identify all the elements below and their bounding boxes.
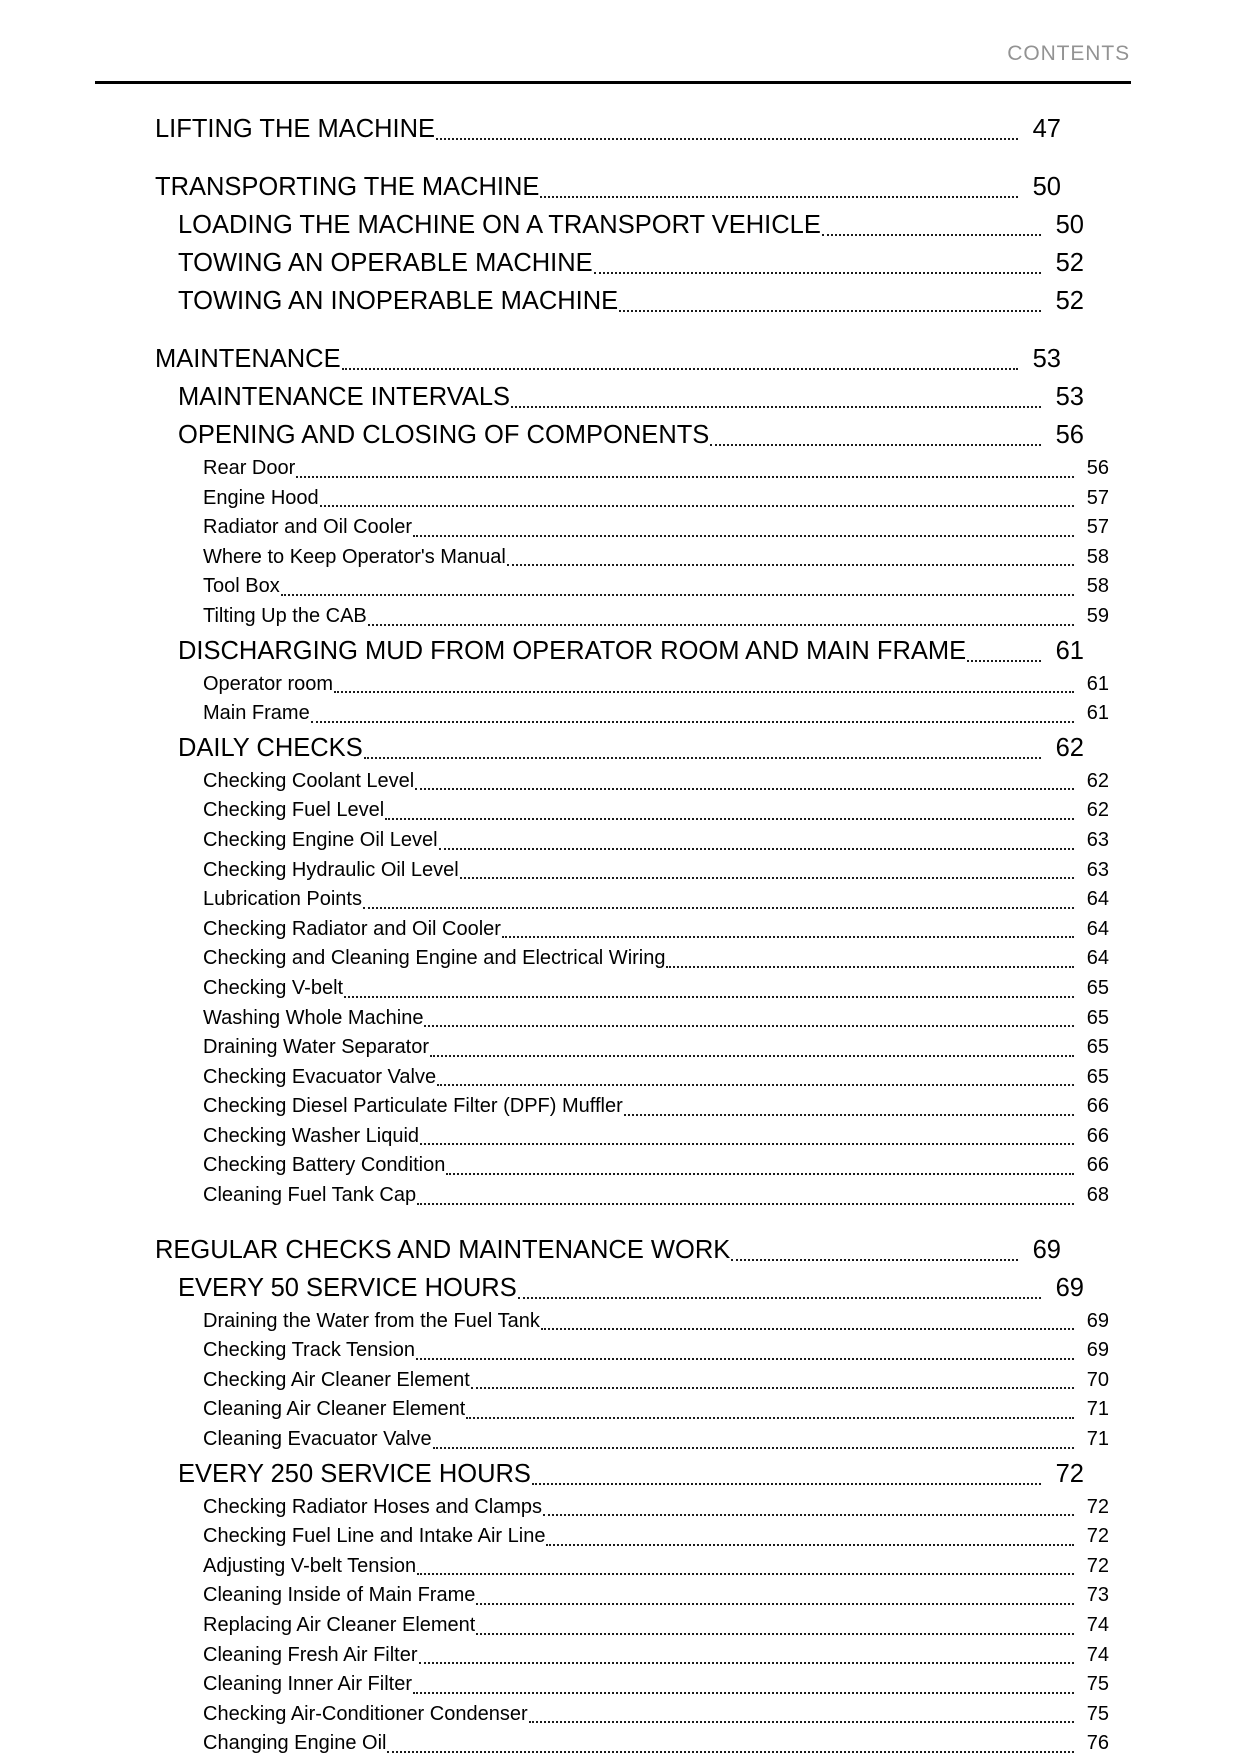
toc-entry-title: Rear Door — [203, 457, 296, 479]
toc-entry-page-number: 66 — [1086, 1124, 1109, 1147]
toc-entry[interactable] — [203, 1425, 1109, 1455]
toc-entry-title: Where to Keep Operator's Manual — [203, 545, 506, 568]
toc-entry-page-number: 65 — [1086, 1006, 1109, 1029]
toc-entry-title: Washing Whole Machine — [203, 1006, 424, 1029]
toc-dot-leader — [281, 594, 1074, 596]
toc-dot-leader — [511, 406, 1041, 408]
toc-entry[interactable] — [203, 1092, 1109, 1122]
toc-entry-page-number: 61 — [1086, 702, 1109, 725]
toc-entry-title: Main Frame — [203, 702, 310, 725]
toc-dot-leader — [543, 1514, 1074, 1516]
toc-entry[interactable] — [203, 885, 1109, 915]
toc-entry-title: Checking Coolant Level — [203, 769, 415, 792]
toc-entry-page-number: 66 — [1086, 1154, 1109, 1177]
toc-group-gap — [155, 148, 1061, 168]
toc-dot-leader — [731, 1259, 1018, 1261]
toc-entry-page-number: 68 — [1086, 1184, 1109, 1207]
toc-dot-leader — [532, 1483, 1041, 1485]
toc-dot-leader — [387, 1751, 1074, 1753]
toc-dot-leader — [433, 1447, 1074, 1449]
toc-entry-page-number: 72 — [1086, 1495, 1109, 1518]
toc-entry-title: Adjusting V-belt Tension — [203, 1554, 417, 1577]
toc-entry-page-number: 52 — [1055, 287, 1084, 315]
toc-entry-page-number: 61 — [1055, 636, 1084, 665]
toc-dot-leader — [967, 660, 1041, 662]
toc-entry[interactable] — [203, 699, 1109, 729]
toc-entry-page-number: 75 — [1086, 1702, 1109, 1725]
toc-dot-leader — [822, 234, 1041, 236]
toc-entry-title: TOWING AN OPERABLE MACHINE — [178, 249, 593, 277]
toc-dot-leader — [529, 1721, 1074, 1723]
toc-entry[interactable] — [203, 484, 1109, 514]
toc-entry-title: Tilting Up the CAB — [203, 604, 367, 627]
toc-dot-leader — [619, 310, 1041, 312]
toc-entry-title: Checking Radiator and Oil Cooler — [203, 917, 501, 940]
toc-entry-title: Cleaning Fresh Air Filter — [203, 1643, 418, 1666]
toc-dot-leader — [413, 535, 1074, 537]
toc-entry-page-number: 73 — [1086, 1584, 1109, 1607]
toc-entry-title: Checking Hydraulic Oil Level — [203, 858, 459, 881]
toc-group-gap — [155, 320, 1061, 340]
toc-entry-page-number: 69 — [1086, 1309, 1109, 1332]
toc-dot-leader — [417, 1203, 1074, 1205]
toc-entry-page-number: 74 — [1086, 1643, 1109, 1666]
toc-entry-title: Checking Battery Condition — [203, 1154, 446, 1177]
toc-entry[interactable] — [203, 513, 1109, 543]
toc-entry-page-number: 57 — [1086, 486, 1109, 509]
toc-entry-title: EVERY 50 SERVICE HOURS — [178, 1273, 517, 1302]
toc-entry-title: Checking V-belt — [203, 976, 344, 999]
toc-entry[interactable] — [155, 1231, 1061, 1269]
toc-entry-page-number: 61 — [1086, 672, 1109, 695]
toc-entry[interactable] — [203, 543, 1109, 573]
toc-dot-leader — [311, 721, 1074, 723]
toc-entry-page-number: 74 — [1086, 1614, 1109, 1636]
toc-entry[interactable] — [178, 632, 1084, 670]
toc-dot-leader — [342, 368, 1018, 370]
toc-dot-leader — [476, 1633, 1074, 1635]
toc-entry[interactable] — [203, 572, 1109, 602]
table-of-contents — [155, 110, 1109, 1759]
toc-dot-leader — [364, 757, 1041, 759]
toc-dot-leader — [415, 788, 1074, 790]
toc-dot-leader — [436, 138, 1018, 140]
toc-entry-title: DAILY CHECKS — [178, 733, 363, 762]
toc-entry-page-number: 72 — [1055, 1459, 1084, 1488]
toc-entry[interactable] — [203, 1122, 1109, 1152]
toc-entry[interactable] — [203, 915, 1109, 945]
toc-entry[interactable] — [178, 729, 1084, 767]
toc-entry[interactable] — [203, 1151, 1109, 1181]
toc-entry-page-number: 62 — [1086, 769, 1109, 792]
toc-entry-page-number: 65 — [1086, 976, 1109, 999]
toc-entry-page-number: 72 — [1086, 1554, 1109, 1577]
toc-dot-leader — [507, 564, 1074, 566]
toc-entry-page-number: 69 — [1055, 1273, 1084, 1302]
toc-entry[interactable] — [178, 1455, 1084, 1493]
toc-entry[interactable] — [203, 1336, 1109, 1366]
toc-entry-title: Checking Diesel Particulate Filter (DPF) Muffler — [203, 1095, 623, 1118]
toc-dot-leader — [363, 907, 1074, 909]
toc-entry-title: MAINTENANCE INTERVALS — [178, 383, 511, 411]
toc-entry-page-number: 56 — [1055, 421, 1084, 449]
toc-entry-title: Checking and Cleaning Engine and Electrical Wiring — [203, 947, 666, 970]
toc-entry-page-number: 58 — [1086, 545, 1109, 568]
toc-entry-title: Tool Box — [203, 575, 280, 598]
toc-entry[interactable] — [155, 110, 1061, 148]
toc-dot-leader — [430, 1055, 1074, 1057]
toc-entry-title: LOADING THE MACHINE ON A TRANSPORT VEHICLE — [178, 211, 821, 239]
toc-entry-page-number: 52 — [1055, 249, 1084, 277]
toc-dot-leader — [471, 1387, 1074, 1389]
toc-entry[interactable] — [178, 416, 1084, 454]
toc-entry-page-number: 69 — [1086, 1339, 1109, 1362]
toc-entry-title: OPENING AND CLOSING OF COMPONENTS — [178, 421, 710, 449]
toc-entry-title: Draining the Water from the Fuel Tank — [203, 1309, 540, 1332]
toc-entry-title: Replacing Air Cleaner Element — [203, 1614, 476, 1636]
toc-entry[interactable] — [203, 1307, 1109, 1337]
toc-dot-leader — [334, 691, 1074, 693]
toc-dot-leader — [502, 936, 1074, 938]
toc-entry-page-number: 56 — [1086, 457, 1109, 479]
toc-entry-title: Cleaning Inner Air Filter — [203, 1673, 412, 1696]
toc-entry-page-number: 75 — [1086, 1673, 1109, 1696]
toc-dot-leader — [413, 1692, 1074, 1694]
toc-dot-leader — [420, 1143, 1074, 1145]
toc-entry-title: Checking Washer Liquid — [203, 1124, 420, 1147]
toc-entry-page-number: 70 — [1086, 1368, 1109, 1391]
toc-entry-page-number: 59 — [1086, 604, 1109, 627]
toc-entry[interactable] — [203, 944, 1109, 974]
toc-entry-title: TOWING AN INOPERABLE MACHINE — [178, 287, 619, 315]
toc-entry[interactable] — [203, 1063, 1109, 1093]
toc-entry-page-number: 62 — [1055, 733, 1084, 762]
toc-entry-page-number: 64 — [1086, 947, 1109, 970]
toc-entry-title: Changing Engine Oil — [203, 1732, 387, 1755]
toc-entry[interactable] — [178, 206, 1084, 244]
toc-entry[interactable] — [178, 378, 1084, 416]
toc-entry-page-number: 50 — [1055, 211, 1084, 239]
toc-entry-page-number: 71 — [1086, 1428, 1109, 1451]
toc-dot-leader — [594, 272, 1041, 274]
page-header-label: CONTENTS — [1007, 42, 1130, 65]
toc-dot-leader — [546, 1544, 1074, 1546]
toc-entry[interactable] — [178, 244, 1084, 282]
toc-entry-title: DISCHARGING MUD FROM OPERATOR ROOM AND MAIN FRAME — [178, 636, 967, 665]
toc-entry-page-number: 76 — [1086, 1732, 1109, 1755]
toc-dot-leader — [419, 1662, 1074, 1664]
toc-entry-page-number: 64 — [1086, 888, 1109, 911]
toc-entry[interactable] — [203, 1552, 1109, 1582]
toc-entry-title: EVERY 250 SERVICE HOURS — [178, 1459, 531, 1488]
toc-entry-page-number: 62 — [1086, 799, 1109, 822]
toc-entry[interactable] — [203, 856, 1109, 886]
toc-entry-page-number: 72 — [1086, 1525, 1109, 1548]
toc-entry-title: MAINTENANCE — [155, 345, 341, 373]
toc-entry-title: Checking Air-Conditioner Condenser — [203, 1702, 528, 1725]
toc-entry[interactable] — [203, 796, 1109, 826]
toc-dot-leader — [296, 476, 1074, 478]
toc-entry-title: Cleaning Inside of Main Frame — [203, 1584, 476, 1607]
toc-entry-page-number: 66 — [1086, 1095, 1109, 1118]
toc-entry[interactable] — [203, 767, 1109, 797]
toc-entry[interactable] — [203, 1700, 1109, 1730]
toc-entry-page-number: 58 — [1086, 575, 1109, 598]
toc-entry-page-number: 65 — [1086, 1036, 1109, 1059]
toc-dot-leader — [541, 1328, 1074, 1330]
toc-entry-page-number: 50 — [1032, 173, 1061, 201]
toc-entry[interactable] — [203, 1729, 1109, 1759]
toc-dot-leader — [437, 1084, 1074, 1086]
toc-entry-title: Cleaning Fuel Tank Cap — [203, 1184, 417, 1207]
toc-entry[interactable] — [203, 454, 1109, 484]
toc-entry-page-number: 64 — [1086, 917, 1109, 940]
toc-group-gap — [155, 1211, 1061, 1231]
toc-entry-page-number: 71 — [1086, 1398, 1109, 1421]
toc-entry-page-number: 57 — [1086, 516, 1109, 539]
toc-dot-leader — [417, 1573, 1074, 1575]
toc-entry-title: Checking Air Cleaner Element — [203, 1368, 470, 1391]
toc-dot-leader — [424, 1025, 1074, 1027]
toc-entry[interactable] — [203, 1670, 1109, 1700]
toc-entry-title: Checking Fuel Level — [203, 799, 385, 822]
toc-dot-leader — [624, 1114, 1074, 1116]
toc-entry[interactable] — [203, 826, 1109, 856]
toc-entry[interactable] — [178, 1269, 1084, 1307]
toc-dot-leader — [416, 1358, 1074, 1360]
toc-entry-page-number: 47 — [1032, 115, 1061, 143]
toc-entry-page-number: 69 — [1032, 1235, 1061, 1264]
toc-entry-title: Checking Engine Oil Level — [203, 828, 438, 851]
toc-entry[interactable] — [178, 282, 1084, 320]
toc-entry[interactable] — [203, 602, 1109, 632]
toc-dot-leader — [476, 1603, 1074, 1605]
toc-entry-title: Checking Evacuator Valve — [203, 1065, 437, 1088]
toc-entry[interactable] — [203, 670, 1109, 700]
toc-entry[interactable] — [155, 340, 1061, 378]
toc-entry-title: TRANSPORTING THE MACHINE — [155, 173, 540, 201]
toc-entry-title: Cleaning Air Cleaner Element — [203, 1398, 466, 1421]
toc-entry-page-number: 65 — [1086, 1065, 1109, 1088]
toc-entry[interactable] — [203, 1181, 1109, 1211]
toc-entry[interactable] — [203, 1581, 1109, 1611]
toc-entry-title: Draining Water Separator — [203, 1036, 430, 1059]
toc-dot-leader — [518, 1297, 1041, 1299]
toc-entry-title: Checking Track Tension — [203, 1339, 415, 1362]
toc-entry-title: LIFTING THE MACHINE — [155, 115, 436, 143]
toc-entry[interactable] — [203, 1395, 1109, 1425]
toc-entry[interactable] — [203, 1366, 1109, 1396]
toc-dot-leader — [540, 196, 1018, 198]
toc-entry[interactable] — [203, 1004, 1109, 1034]
toc-entry-page-number: 63 — [1086, 828, 1109, 851]
toc-entry-title: REGULAR CHECKS AND MAINTENANCE WORK — [155, 1235, 731, 1264]
toc-dot-leader — [446, 1173, 1074, 1175]
toc-entry-title: Checking Radiator Hoses and Clamps — [203, 1495, 543, 1518]
toc-entry-title: Checking Fuel Line and Intake Air Line — [203, 1525, 546, 1548]
toc-dot-leader — [368, 624, 1074, 626]
toc-entry-title: Radiator and Oil Cooler — [203, 516, 412, 539]
toc-entry[interactable] — [203, 1611, 1109, 1641]
toc-entry-title: Cleaning Evacuator Valve — [203, 1428, 432, 1451]
toc-dot-leader — [385, 818, 1074, 820]
toc-entry[interactable] — [203, 1522, 1109, 1552]
header-divider-rule — [95, 81, 1131, 84]
toc-dot-leader — [320, 505, 1074, 507]
toc-entry-page-number: 53 — [1032, 345, 1061, 373]
toc-entry[interactable] — [203, 1033, 1109, 1063]
toc-entry[interactable] — [203, 1493, 1109, 1523]
toc-dot-leader — [344, 996, 1074, 998]
toc-entry[interactable] — [203, 974, 1109, 1004]
toc-entry-page-number: 63 — [1086, 858, 1109, 881]
toc-entry-title: Engine Hood — [203, 486, 319, 509]
toc-entry-title: Lubrication Points — [203, 888, 362, 911]
toc-dot-leader — [666, 966, 1074, 968]
toc-entry[interactable] — [155, 168, 1061, 206]
toc-entry-page-number: 53 — [1055, 383, 1084, 411]
toc-dot-leader — [466, 1417, 1074, 1419]
toc-dot-leader — [710, 444, 1041, 446]
toc-dot-leader — [439, 848, 1074, 850]
toc-dot-leader — [460, 877, 1074, 879]
toc-entry-title: Operator room — [203, 672, 334, 695]
toc-entry[interactable] — [203, 1641, 1109, 1671]
